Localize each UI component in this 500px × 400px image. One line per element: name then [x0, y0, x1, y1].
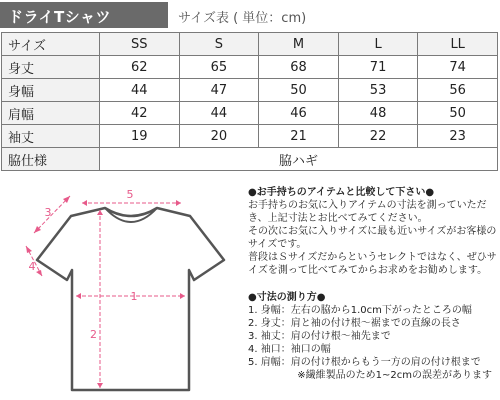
label-5: 5	[126, 188, 134, 201]
table-cell: 19	[100, 125, 180, 148]
header	[0, 0, 500, 30]
table-cell: 62	[100, 56, 180, 79]
row-label: 身幅	[2, 79, 100, 102]
size-header: M	[259, 33, 339, 56]
spec-value: 脇ハギ	[100, 148, 498, 171]
label-3: 3	[44, 206, 52, 219]
compare-heading: ●お手持ちのアイテムと比較して下さい●	[248, 187, 435, 198]
table-cell: 48	[338, 102, 418, 125]
size-table	[1, 32, 498, 171]
arrowhead	[76, 293, 81, 299]
table-row	[2, 56, 498, 79]
table-cell: 56	[418, 79, 498, 102]
size-header: L	[338, 33, 418, 56]
size-header: SS	[100, 33, 180, 56]
table-cell: 53	[338, 79, 418, 102]
notes-panel	[248, 186, 498, 382]
table-cell: 65	[179, 56, 259, 79]
size-header: S	[179, 33, 259, 56]
table-cell: 22	[338, 125, 418, 148]
header-tab	[0, 2, 168, 28]
table-header-row	[2, 33, 498, 56]
table-cell: 74	[418, 56, 498, 79]
table-cell: 44	[179, 102, 259, 125]
table-row	[2, 125, 498, 148]
unit-caption: サイズ表 ( 単位：cm)	[178, 11, 307, 26]
row-label: 袖丈	[2, 125, 100, 148]
table-cell: 50	[418, 102, 498, 125]
measure-item: 5. 肩幅：肩の付け根からもう一方の肩の付け根まで	[248, 357, 481, 368]
measure-line-3	[34, 196, 70, 233]
table-cell: 68	[259, 56, 339, 79]
table-cell: 71	[338, 56, 418, 79]
size-header: LL	[418, 33, 498, 56]
row-label: 肩幅	[2, 102, 100, 125]
table-cell: 21	[259, 125, 339, 148]
arrowhead	[82, 200, 87, 206]
measure-item: 2. 身丈：肩と袖の付け根～裾までの直線の長さ	[248, 318, 461, 329]
tshirt-diagram	[2, 178, 242, 400]
table-cell: 44	[100, 79, 180, 102]
table-row	[2, 102, 498, 125]
arrowhead	[97, 383, 103, 388]
arrowhead	[36, 270, 42, 276]
measure-item: 1. 身幅：左右の脇から1.0cm下がったところの幅	[248, 305, 472, 316]
table-cell: 50	[259, 79, 339, 102]
measure-item: 3. 袖丈：肩の付け根～袖先まで	[248, 331, 391, 342]
corner-cell: サイズ	[2, 33, 100, 56]
page-title: ドライTシャツ	[8, 8, 111, 26]
spec-label: 脇仕様	[2, 148, 100, 171]
table-row-spec	[2, 148, 498, 171]
table-cell: 42	[100, 102, 180, 125]
label-2: 2	[90, 328, 97, 341]
label-1: 1	[130, 290, 138, 303]
label-4: 4	[28, 260, 36, 273]
measure-heading: ●寸法の測り方●	[248, 292, 326, 303]
compare-text: お手持ちのお気に入りアイテムの寸法を測っていただき、上記寸法とお比べてみてください。 その次にお気に入りサイズに最も近いサイズがお客様のサイズです。 普段はＳサイズだからというセレクトではなく、ぜひサイズを測って比べてみてからお求めをお勧めします。	[248, 200, 497, 276]
table-row	[2, 79, 498, 102]
table-cell: 23	[418, 125, 498, 148]
table-cell: 47	[179, 79, 259, 102]
table-cell: 46	[259, 102, 339, 125]
footnote: ※繊維製品のため1~2cmの誤差があります	[297, 370, 492, 381]
table-cell: 20	[179, 125, 259, 148]
arrowhead	[26, 246, 32, 253]
row-label: 身丈	[2, 56, 100, 79]
arrowhead	[176, 200, 181, 206]
arrowhead	[180, 293, 185, 299]
measure-item: 4. 袖口：袖口の幅	[248, 344, 331, 355]
